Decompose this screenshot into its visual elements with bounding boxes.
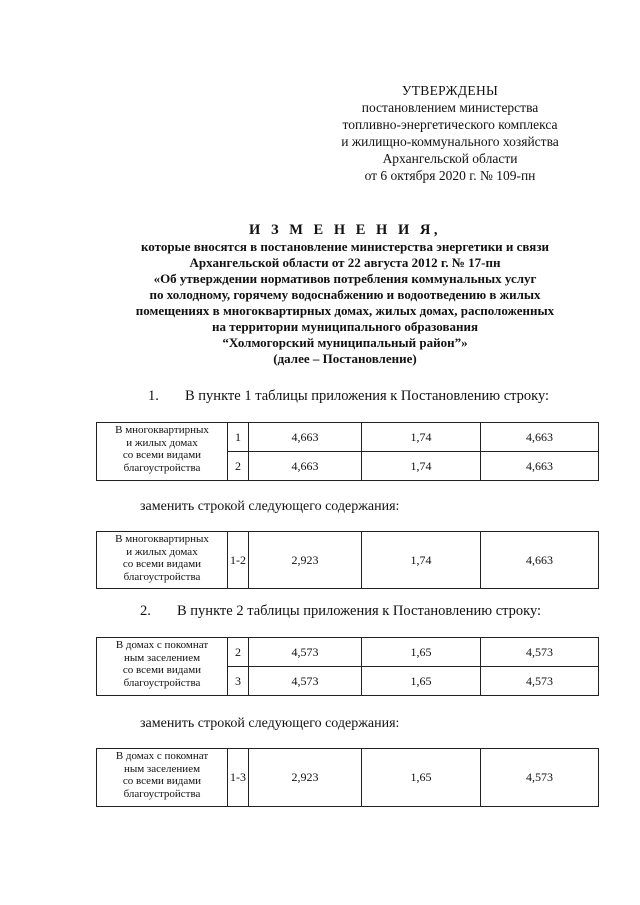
item-2-old-table (96, 637, 599, 696)
description-line: В домах с покомнат (115, 639, 209, 651)
value-cell: 1,65 (362, 638, 481, 667)
value-cell: 2,923 (249, 749, 362, 807)
title-line: которые вносятся в постановление министерства энергетики и связи (140, 239, 550, 254)
value-cell: 4,573 (481, 638, 599, 667)
value-cell: 4,663 (481, 423, 599, 452)
description-line: благоустройства (123, 676, 201, 689)
description-line: со всеми видами (122, 558, 202, 570)
description-line: ным заселением (123, 651, 201, 664)
description-line: благоустройства (123, 787, 201, 800)
description-line: и жилых домах (126, 545, 198, 558)
approval-heading: УТВЕРЖДЕНЫ (401, 83, 499, 98)
approval-line: топливно-энергетического комплекса (342, 117, 558, 132)
description-line: со всеми видами (122, 775, 202, 787)
value-cell: 4,573 (481, 667, 599, 696)
approval-line: и жилищно-коммунального хозяйства (341, 134, 559, 149)
row-description (97, 749, 228, 807)
row-description (97, 423, 228, 481)
description-line: благоустройства (123, 570, 201, 583)
approval-block (330, 82, 570, 184)
value-cell: 4,573 (249, 667, 362, 696)
row-number-cell: 1-2 (228, 532, 249, 589)
item-2-paragraph (140, 603, 541, 620)
item-1-old-table (96, 422, 599, 481)
value-cell: 4,663 (249, 423, 362, 452)
item-number: 1. (148, 388, 159, 404)
row-description (97, 532, 228, 589)
title-line: “Холмогорский муниципальный район”» (222, 335, 468, 350)
row-number-cell: 3 (228, 667, 249, 696)
row-number-cell: 1 (228, 423, 249, 452)
description-line: В многоквартирных (115, 533, 209, 545)
item-2-new-table (96, 748, 599, 807)
replace-instruction: заменить строкой следующего содержания: (140, 716, 400, 731)
row-number-cell: 1-3 (228, 749, 249, 807)
value-cell: 1,65 (362, 749, 481, 807)
value-cell: 1,65 (362, 667, 481, 696)
title-line: Архангельской области от 22 августа 2012 г. № 17-пн (189, 255, 501, 270)
value-cell: 1,74 (362, 452, 481, 481)
item-number: 2. (140, 603, 151, 619)
item-1-new-table (96, 531, 599, 589)
document-title (95, 222, 595, 367)
table-row (97, 749, 599, 807)
title-heading: И З М Е Н Е Н И Я, (249, 222, 441, 238)
item-1-paragraph (148, 388, 549, 405)
table-row (97, 423, 599, 452)
table-row (97, 638, 599, 667)
description-line: со всеми видами (122, 664, 202, 676)
description-line: со всеми видами (122, 449, 202, 461)
row-number-cell: 2 (228, 452, 249, 481)
value-cell: 1,74 (362, 423, 481, 452)
row-number-cell: 2 (228, 638, 249, 667)
description-line: ным заселением (123, 762, 201, 775)
description-line: В многоквартирных (115, 424, 209, 436)
row-description (97, 638, 228, 696)
title-line: (далее – Постановление) (273, 351, 417, 366)
value-cell: 2,923 (249, 532, 362, 589)
value-cell: 4,573 (481, 749, 599, 807)
value-cell: 4,573 (249, 638, 362, 667)
title-line: по холодному, горячему водоснабжению и водоотведению в жилых (149, 287, 541, 302)
replace-instruction: заменить строкой следующего содержания: (140, 499, 400, 514)
description-line: и жилых домах (126, 436, 198, 449)
approval-line: от 6 октября 2020 г. № 109-пн (364, 168, 536, 183)
value-cell: 1,74 (362, 532, 481, 589)
title-line: на территории муниципального образования (211, 319, 479, 334)
table-row (97, 532, 599, 589)
approval-line: постановлением министерства (361, 100, 539, 115)
title-line: «Об утверждении нормативов потребления коммунальных услуг (153, 271, 537, 286)
value-cell: 4,663 (481, 532, 599, 589)
approval-line: Архангельской области (382, 151, 518, 166)
description-line: В домах с покомнат (115, 750, 209, 762)
value-cell: 4,663 (481, 452, 599, 481)
description-line: благоустройства (123, 461, 201, 474)
item-text: В пункте 2 таблицы приложения к Постановлению строку: (177, 603, 542, 619)
title-line: помещениях в многоквартирных домах, жилых домах, расположенных (135, 303, 555, 318)
item-text: В пункте 1 таблицы приложения к Постановлению строку: (185, 388, 550, 404)
value-cell: 4,663 (249, 452, 362, 481)
